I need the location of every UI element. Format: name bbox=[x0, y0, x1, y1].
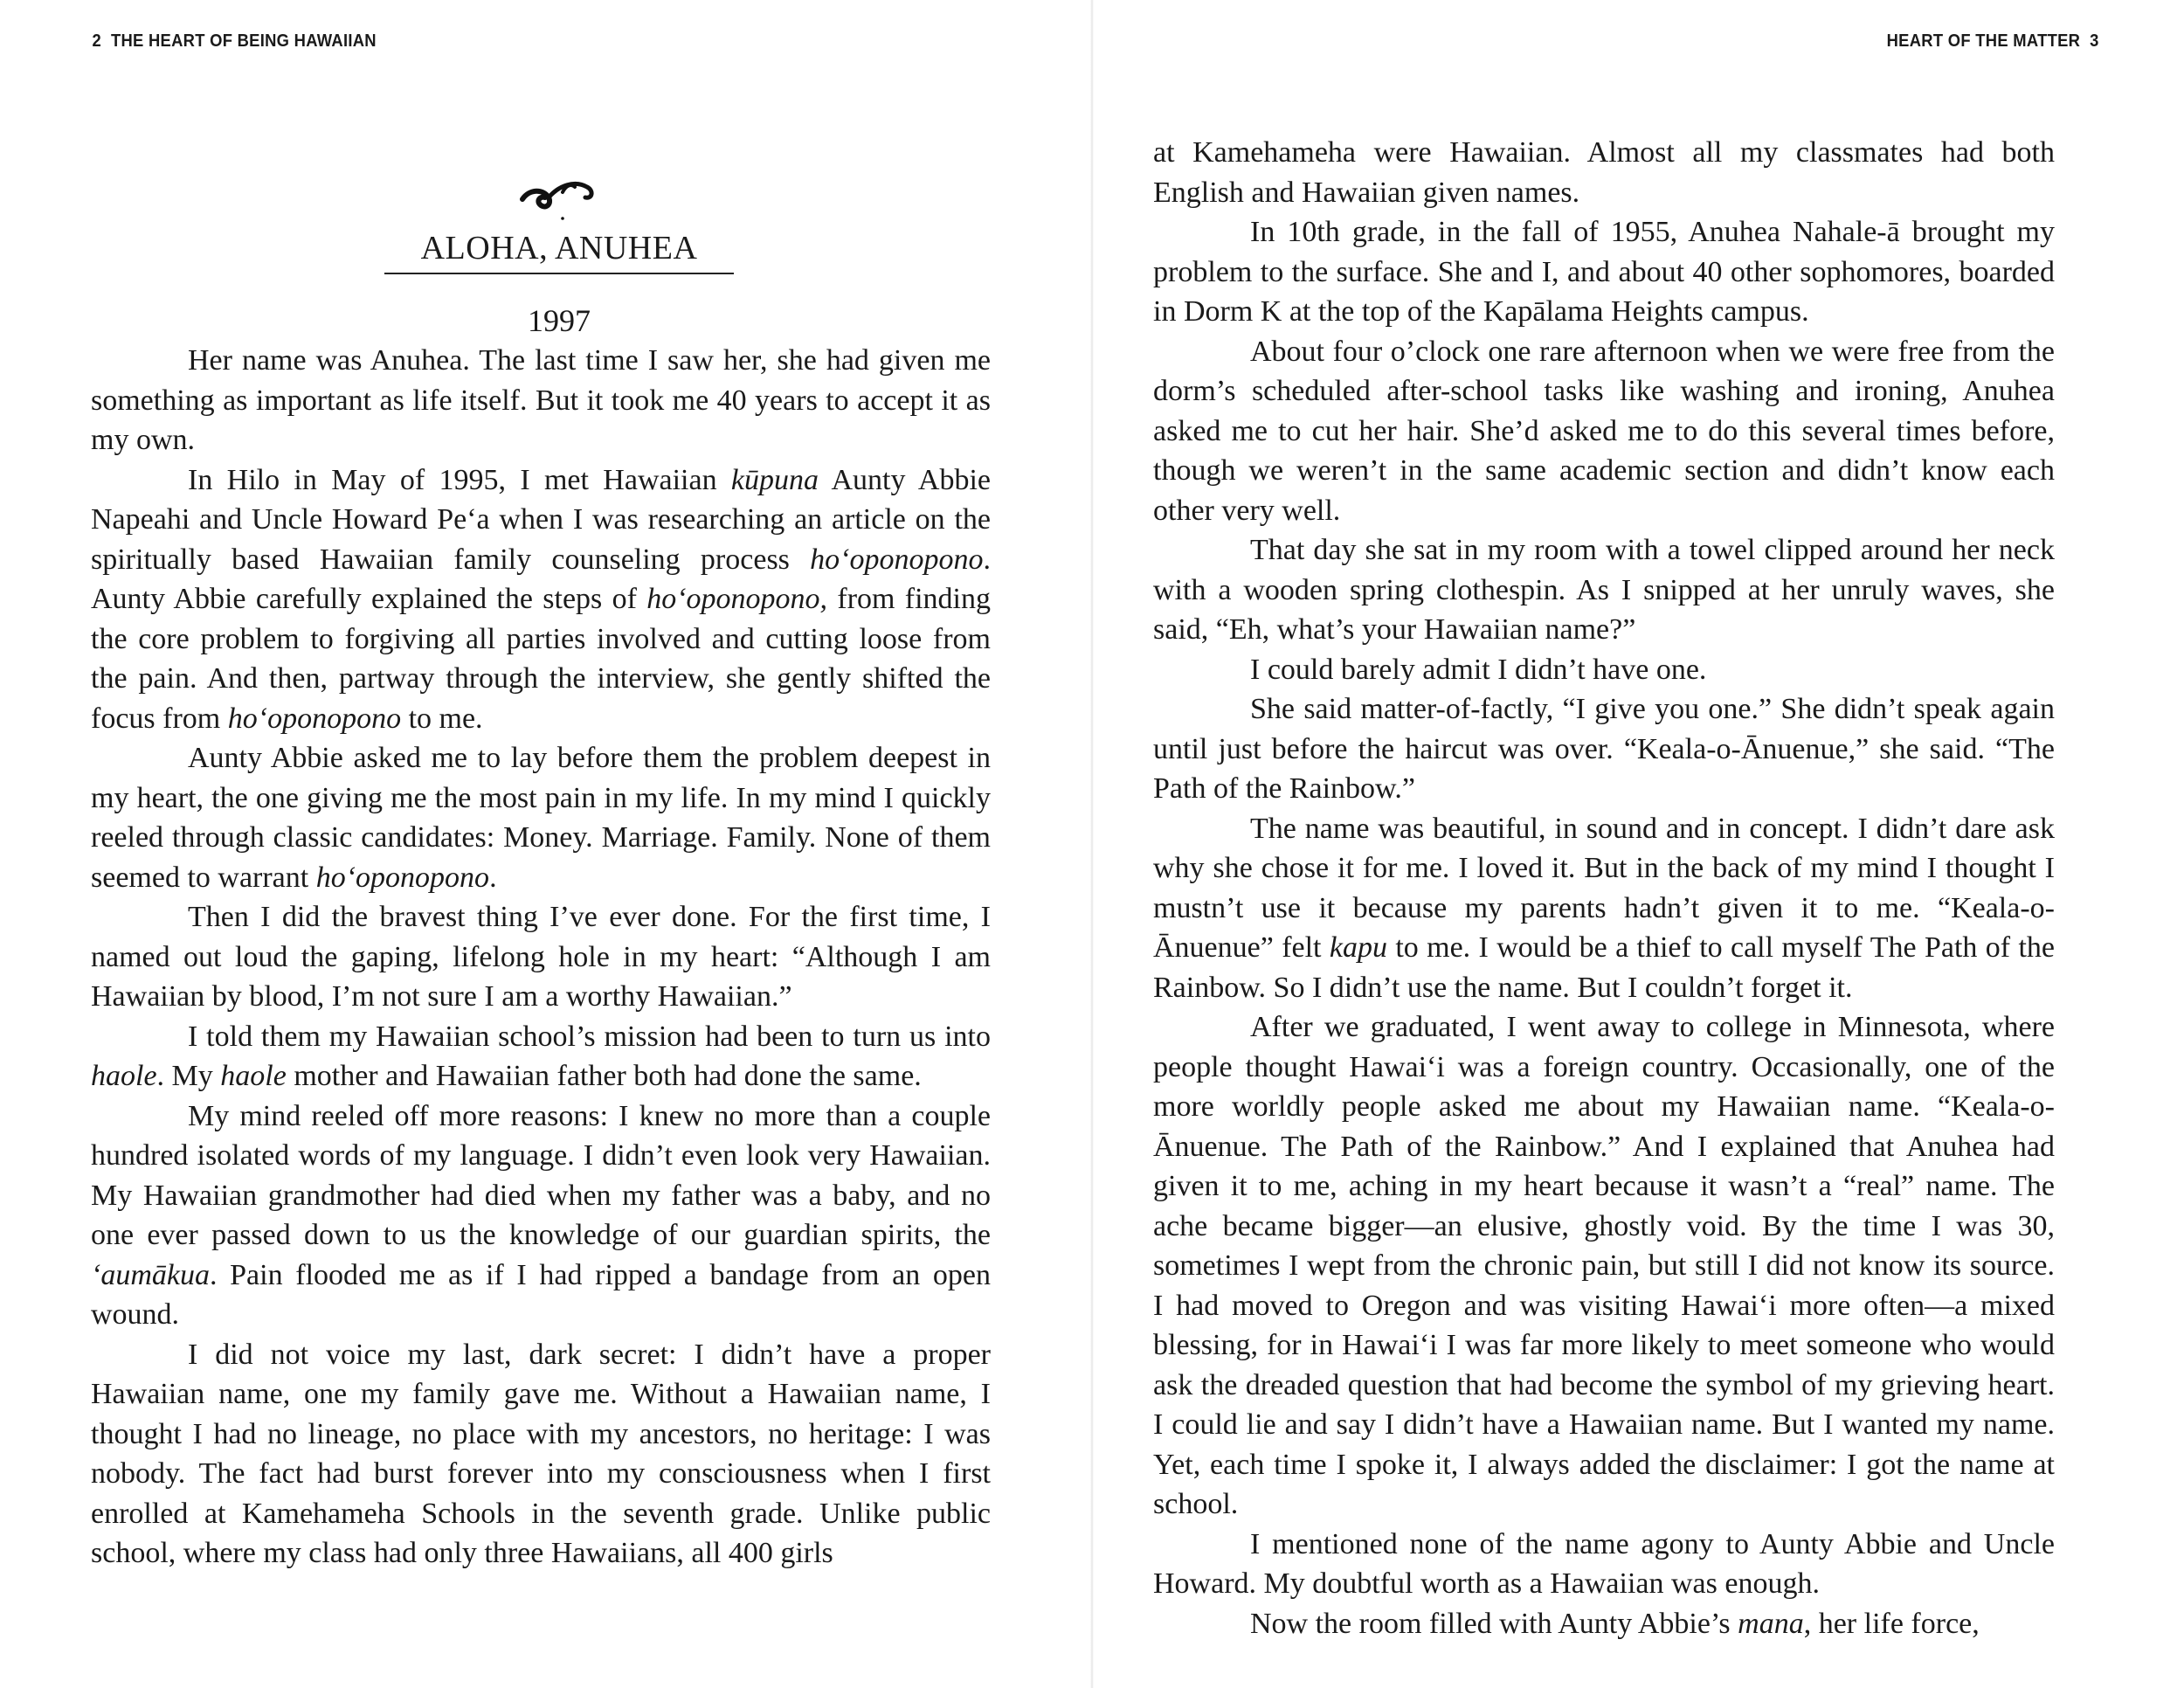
paragraph bbox=[1153, 809, 2055, 1008]
text-run: Aunty Abbie asked me to lay before them the problem deepest in my heart, the one giving me the most pain in my life. In my mind I quickly reeled through classic candidates: Money. Marriage. Family. None of them seemed to warrant bbox=[91, 742, 991, 894]
paragraph: Then I did the bravest thing I’ve ever done. For the first time, I named out loud the gaping, lifelong hole in my heart: “Although I am Hawaiian by blood, I’m not sure I am a worthy Hawaiian.” bbox=[91, 901, 991, 1013]
running-head-title-right: HEART OF THE MATTER bbox=[1886, 31, 2081, 51]
italic-term: ho‘oponopono, bbox=[646, 583, 828, 615]
italic-term: ho‘oponopono bbox=[227, 702, 402, 735]
right-page-body bbox=[1153, 133, 2055, 1643]
chapter-title: ALOHA, ANUHEA bbox=[384, 229, 734, 274]
paragraph bbox=[91, 460, 991, 739]
italic-term: ho‘oponopono bbox=[810, 543, 984, 576]
paragraph: I did not voice my last, dark secret: I didn’t have a proper Hawaiian name, one my family gave me. Without a Hawaiian name, I thought I had no lineage, no place with my ancestors, no heritage: I was nobody. The fact had burst forever into my consciousness when I first enrolled at Kamehameha Schools in the seventh grade. Unlike public school, where my class had only three Hawaiians, all 400 girls bbox=[91, 1338, 991, 1569]
italic-term: kapu bbox=[1329, 931, 1387, 964]
paragraph: I could barely admit I didn’t have one. bbox=[1250, 653, 1707, 686]
text-run: The name was beautiful, in sound and in concept. I didn’t dare ask why she chose it for me. I loved it. But in the back of my mind I thought I mustn’t use it because my parents hadn’t given it to me. “Keala-o-Ānuenue” felt bbox=[1153, 812, 2055, 964]
paragraph bbox=[1153, 1604, 2055, 1644]
text-run: Aunty Abbie Napeahi and Uncle Howard Pe‘a when I was researching an article on the spiritually based Hawaiian family counseling process bbox=[91, 463, 991, 576]
text-run: mother and Hawaiian father both had done the same. bbox=[286, 1060, 922, 1092]
paragraph: After we graduated, I went away to college in Minnesota, where people thought Hawai‘i was a foreign country. Occasionally, one of the more worldly people asked me about my Hawaiian name. “Keala-o-Ānuenue. The Path of the Rainbow.” And I explained that Anuhea had given it to me, aching in my heart because it wasn’t a “real” name. The ache became bigger—an elusive, ghostly void. By the time I was 30, sometimes I wept from the chronic pain, but still I did not know its source. I had moved to Oregon and was visiting Hawai‘i more often—a mixed blessing, for in Hawai‘i I was far more likely to meet someone who would ask the dreaded question that had become the symbol of my grieving heart. I could lie and say I didn’t have a Hawaiian name. But I wanted my name. Yet, each time I spoke it, I always added the disclaimer: I got the name at school. bbox=[1153, 1011, 2055, 1520]
running-head-right bbox=[1886, 31, 2104, 52]
text-run: from finding the core problem to forgiving all parties involved and cutting loose from the pain. And then, partway through the interview, she gently shifted the focus from bbox=[91, 583, 991, 735]
paragraph bbox=[91, 738, 991, 897]
text-run: . Pain flooded me as if I had ripped a bandage from an open wound. bbox=[91, 1258, 991, 1331]
right-page bbox=[1094, 0, 2184, 1688]
paragraph: I mentioned none of the name agony to Aunty Abbie and Uncle Howard. My doubtful worth as a Hawaiian was enough. bbox=[1153, 1527, 2055, 1600]
text-run: I told them my Hawaiian school’s mission had been to turn us into bbox=[188, 1020, 991, 1053]
italic-term: ho‘oponopono bbox=[315, 861, 490, 894]
text-run: . bbox=[489, 861, 497, 894]
text-run: In Hilo in May of 1995, I met Hawaiian bbox=[188, 463, 731, 496]
text-run: . My bbox=[156, 1060, 221, 1092]
paragraph: She said matter-of-factly, “I give you one.” She didn’t speak again until just before the haircut was over. “Keala-o-Ānuenue,” she said. “The Path of the Rainbow.” bbox=[1153, 693, 2055, 805]
text-run: Now the room filled with Aunty Abbie’s bbox=[1250, 1607, 1738, 1640]
italic-term: mana bbox=[1738, 1607, 1804, 1640]
paragraph: Her name was Anuhea. The last time I saw her, she had given me something as important as life itself. But it took me 40 years to accept it as my own. bbox=[91, 344, 991, 456]
koru-swirl-ornament-icon bbox=[514, 154, 601, 224]
running-head-title-left: THE HEART OF BEING HAWAIIAN bbox=[110, 31, 377, 51]
paragraph bbox=[91, 1097, 991, 1335]
paragraph bbox=[91, 1017, 991, 1097]
continuation-paragraph: at Kamehameha were Hawaiian. Almost all my classmates had both English and Hawaiian given names. bbox=[1153, 136, 2055, 209]
paragraph: About four o’clock one rare afternoon when we were free from the dorm’s scheduled after-school tasks like washing and ironing, Anuhea asked me to cut her hair. She’d asked me to do this several times before, though we weren’t in the same academic section and didn’t know each other very well. bbox=[1153, 335, 2055, 527]
italic-term: haole bbox=[220, 1060, 287, 1092]
italic-term: haole bbox=[91, 1060, 157, 1092]
text-run: My mind reeled off more reasons: I knew no more than a couple hundred isolated words of my language. I didn’t even look very Hawaiian. My Hawaiian grandmother had died when my father was a baby, and no one ever passed down to us the knowledge of our guardian spirits, the bbox=[91, 1099, 991, 1251]
running-head-left bbox=[87, 31, 377, 52]
chapter-year: 1997 bbox=[528, 303, 591, 338]
paragraph: In 10th grade, in the fall of 1955, Anuhea Nahale-ā brought my problem to the surface. She and I, and about 40 other sophomores, boarded in Dorm K at the top of the Kapālama Heights campus. bbox=[1153, 216, 2055, 328]
page-number-left: 2 bbox=[92, 31, 102, 51]
italic-term: ‘aumākua bbox=[91, 1258, 210, 1291]
left-page bbox=[0, 0, 1090, 1688]
text-run: to me. bbox=[401, 702, 483, 735]
text-run: , her life force, bbox=[1803, 1607, 1980, 1640]
page-number-right: 3 bbox=[2089, 31, 2099, 51]
text-run: . Aunty Abbie carefully explained the steps of bbox=[91, 543, 991, 615]
italic-term: kūpuna bbox=[730, 463, 819, 496]
paragraph: That day she sat in my room with a towel clipped around her neck with a wooden spring clothespin. As I snipped at her unruly waves, she said, “Eh, what’s your Hawaiian name?” bbox=[1153, 534, 2055, 646]
text-run: to me. I would be a thief to call myself The Path of the Rainbow. So I didn’t use the name. But I couldn’t forget it. bbox=[1153, 931, 2055, 1004]
left-page-body bbox=[91, 341, 991, 1574]
